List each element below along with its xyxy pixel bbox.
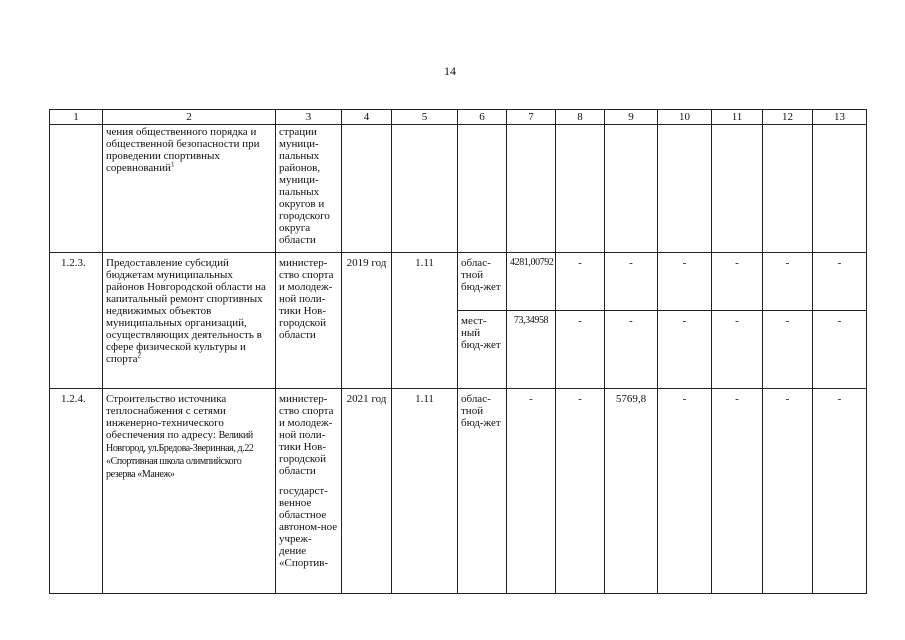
column-header: 9 (605, 110, 658, 125)
budget-source: мест-ный бюд-жет (458, 311, 507, 389)
value-cell: - (813, 389, 867, 594)
executor-cell: министер-ство спорта и молодеж-ной поли-тики Нов-городской области государст-венное областное автоном-ное учреж-дение «Спортив- (276, 389, 342, 594)
row-number: 1.2.4. (50, 389, 103, 594)
value-cell: 5769,8 (605, 389, 658, 594)
target-cell: 1.11 (392, 389, 458, 594)
column-header: 1 (50, 110, 103, 125)
column-header: 3 (276, 110, 342, 125)
value-cell: - (813, 253, 867, 311)
year-cell: 2019 год (342, 253, 392, 389)
description-cell: чения общественного порядка и общественной безопасности при проведении спортивных соревнований$^1$ (103, 125, 276, 253)
column-header: 10 (658, 110, 712, 125)
budget-source: облас-тной бюд-жет (458, 253, 507, 311)
value-cell: - (658, 253, 712, 311)
value-cell: - (763, 311, 813, 389)
table-row (50, 253, 867, 311)
value-cell: - (712, 389, 763, 594)
description-cell: Строительство источника теплоснабжения с сетями инженерно-технического обеспечения по адресу: Великий Новгород, ул.Бредова-Зверинная, д.22 «Спортивная школа олимпийского резерва «Манеж» (103, 389, 276, 594)
column-header: 11 (712, 110, 763, 125)
column-header: 13 (813, 110, 867, 125)
value-cell: - (507, 389, 556, 594)
row-number: 1.2.3. (50, 253, 103, 389)
value-cell: - (605, 253, 658, 311)
value-cell: - (556, 389, 605, 594)
column-header: 8 (556, 110, 605, 125)
value-cell: - (556, 311, 605, 389)
program-table (49, 109, 867, 594)
value-cell: - (712, 311, 763, 389)
budget-source: облас-тной бюд-жет (458, 389, 507, 594)
value-cell: - (763, 253, 813, 311)
page-number: 14 (444, 64, 456, 78)
executor-cell: страции муници-пальных районов, муници-пальных округов и городского округа области (276, 125, 342, 253)
column-header: 2 (103, 110, 276, 125)
value-cell: - (712, 253, 763, 311)
value-cell: - (605, 311, 658, 389)
column-header: 7 (507, 110, 556, 125)
header-row (50, 110, 867, 125)
column-header: 5 (392, 110, 458, 125)
value-cell: - (813, 311, 867, 389)
column-header: 12 (763, 110, 813, 125)
column-header: 4 (342, 110, 392, 125)
value-cell: - (658, 311, 712, 389)
description-cell: Предоставление субсидий бюджетам муниципальных районов Новгородской области на капитальный ремонт спортивных недвижимых объектов муниципальных организаций, осуществляющих деятельность в сфере физической культуры и спорта$^2$ (103, 253, 276, 389)
value-cell: - (763, 389, 813, 594)
value-cell: - (658, 389, 712, 594)
value-cell: 4281,00792 (507, 253, 556, 311)
value-cell: 73,34958 (507, 311, 556, 389)
table-row-continuation (50, 125, 867, 253)
target-cell: 1.11 (392, 253, 458, 389)
column-header: 6 (458, 110, 507, 125)
value-cell: - (556, 253, 605, 311)
table-row (50, 389, 867, 594)
year-cell: 2021 год (342, 389, 392, 594)
executor-cell: министер-ство спорта и молодеж-ной поли-тики Нов-городской области (276, 253, 342, 389)
